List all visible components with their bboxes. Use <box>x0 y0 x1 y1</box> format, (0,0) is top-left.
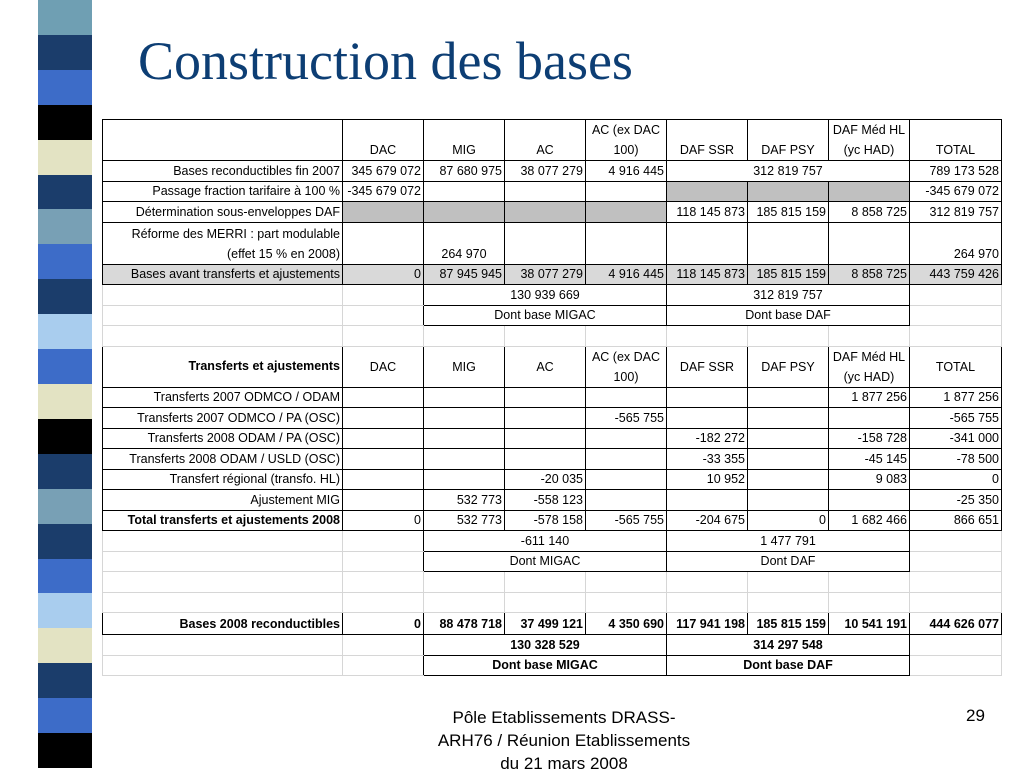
cell-empty <box>829 222 910 264</box>
cell-empty <box>103 305 343 326</box>
cell-ac-ex-dac: -565 755 <box>586 510 667 531</box>
header-cell: AC (ex DAC 100) <box>586 120 667 161</box>
row-label: Transferts 2007 ODMCO / ODAM <box>103 387 343 408</box>
subtotal-migac: 130 939 669 <box>424 285 667 306</box>
cell-ac: 38 077 279 <box>505 161 586 182</box>
cell-empty <box>586 222 667 264</box>
row-label: Bases 2008 reconductibles <box>103 613 343 635</box>
header-cell: Transferts et ajustements <box>103 346 343 387</box>
spacer-row <box>103 572 1002 593</box>
stripe-segment <box>38 175 92 210</box>
stripe-segment <box>38 140 92 175</box>
stripe-segment <box>38 663 92 698</box>
header-cell: DAF SSR <box>667 120 748 161</box>
header-cell: AC (ex DAC 100) <box>586 346 667 387</box>
cell-total: 0 <box>910 469 1002 490</box>
header-cell: DAC <box>343 120 424 161</box>
row-label: Transferts 2008 ODAM / PA (OSC) <box>103 428 343 449</box>
row-label: Bases reconductibles fin 2007 <box>103 161 343 182</box>
table-row <box>103 222 1002 264</box>
cell-total: 789 173 528 <box>910 161 1002 182</box>
row-label: Réforme des MERRI : part modulable (effet 15 % en 2008) <box>103 222 343 264</box>
table-header-row <box>103 120 1002 161</box>
subtotal-label: Dont DAF <box>667 551 910 572</box>
table-row <box>103 408 1002 429</box>
cell-empty <box>343 285 424 306</box>
stripe-segment <box>38 35 92 70</box>
cell-dac: 0 <box>343 613 424 635</box>
table-row <box>103 655 1002 676</box>
cell-mig: 532 773 <box>424 510 505 531</box>
stripe-segment <box>38 454 92 489</box>
stripe-segment <box>38 105 92 140</box>
cell-shaded <box>505 202 586 223</box>
header-cell: TOTAL <box>910 120 1002 161</box>
subtotal-migac: -611 140 <box>424 531 667 552</box>
cell-dac: 0 <box>343 264 424 285</box>
subtotal-daf: 314 297 548 <box>667 635 910 656</box>
cell-ac-ex-dac: 4 916 445 <box>586 161 667 182</box>
stripe-segment <box>38 314 92 349</box>
stripe-segment <box>38 489 92 524</box>
cell-daf-ssr: -182 272 <box>667 428 748 449</box>
row-label: Bases avant transferts et ajustements <box>103 264 343 285</box>
page-number: 29 <box>966 706 985 725</box>
cell-daf-psy: 0 <box>748 510 829 531</box>
cell-total: -341 000 <box>910 428 1002 449</box>
cell-ac: -558 123 <box>505 490 586 511</box>
cell-daf: 312 819 757 <box>667 161 910 182</box>
cell-shaded <box>748 181 829 202</box>
cell-daf-med: 8 858 725 <box>829 202 910 223</box>
cell-daf-psy: 185 815 159 <box>748 202 829 223</box>
cell-daf-med: -45 145 <box>829 449 910 470</box>
cell-empty <box>748 222 829 264</box>
slide-title: Construction des bases <box>138 31 633 91</box>
header-cell: DAF PSY <box>748 120 829 161</box>
header-cell: AC <box>505 346 586 387</box>
cell-empty <box>103 285 343 306</box>
cell-daf-med: 10 541 191 <box>829 613 910 635</box>
cell-shaded <box>586 202 667 223</box>
cell-ac: 37 499 121 <box>505 613 586 635</box>
stripe-segment <box>38 559 92 594</box>
stripe-segment <box>38 209 92 244</box>
cell-empty <box>667 222 748 264</box>
table-row <box>103 387 1002 408</box>
row-label: Total transferts et ajustements 2008 <box>103 510 343 531</box>
cell-shaded <box>343 202 424 223</box>
cell-ac: -20 035 <box>505 469 586 490</box>
table-row <box>103 469 1002 490</box>
header-cell: MIG <box>424 120 505 161</box>
table-row <box>103 264 1002 285</box>
header-cell: TOTAL <box>910 346 1002 387</box>
cell-total: 312 819 757 <box>910 202 1002 223</box>
table-row <box>103 490 1002 511</box>
stripe-segment <box>38 70 92 105</box>
cell-daf-med: 9 083 <box>829 469 910 490</box>
cell-mig: 532 773 <box>424 490 505 511</box>
cell-empty <box>343 305 424 326</box>
subtotal-label: Dont base MIGAC <box>424 655 667 676</box>
cell-mig: 264 970 <box>424 222 505 264</box>
table-row <box>103 635 1002 656</box>
header-cell: DAF Méd HL (yc HAD) <box>829 346 910 387</box>
row-label: Passage fraction tarifaire à 100 % <box>103 181 343 202</box>
cell-total: -345 679 072 <box>910 181 1002 202</box>
stripe-segment <box>38 384 92 419</box>
cell-ac-ex-dac: -565 755 <box>586 408 667 429</box>
table-row <box>103 305 1002 326</box>
cell-daf-psy: 185 815 159 <box>748 264 829 285</box>
cell-ac-ex-dac: 4 916 445 <box>586 264 667 285</box>
row-label: Ajustement MIG <box>103 490 343 511</box>
stripe-segment <box>38 419 92 454</box>
cell-mig: 87 945 945 <box>424 264 505 285</box>
spacer-row <box>103 592 1002 613</box>
stripe-segment <box>38 244 92 279</box>
cell-daf-ssr: -33 355 <box>667 449 748 470</box>
subtotal-migac: 130 328 529 <box>424 635 667 656</box>
table-row <box>103 510 1002 531</box>
cell-ac: -578 158 <box>505 510 586 531</box>
cell-daf-ssr: 118 145 873 <box>667 202 748 223</box>
row-label: Transferts 2008 ODAM / USLD (OSC) <box>103 449 343 470</box>
cell-empty <box>586 181 667 202</box>
spacer-row <box>103 326 1002 347</box>
cell-shaded <box>829 181 910 202</box>
table-row <box>103 613 1002 635</box>
header-cell: DAF PSY <box>748 346 829 387</box>
table-row <box>103 161 1002 182</box>
table-row <box>103 551 1002 572</box>
cell-total: 264 970 <box>910 222 1002 264</box>
cell-daf-med: 1 682 466 <box>829 510 910 531</box>
cell-daf-psy: 185 815 159 <box>748 613 829 635</box>
table-row <box>103 285 1002 306</box>
cell-total: -25 350 <box>910 490 1002 511</box>
cell-shaded <box>424 202 505 223</box>
cell-dac: -345 679 072 <box>343 181 424 202</box>
cell-empty <box>505 222 586 264</box>
stripe-segment <box>38 349 92 384</box>
header-cell: DAC <box>343 346 424 387</box>
header-cell: DAF SSR <box>667 346 748 387</box>
table-row <box>103 428 1002 449</box>
table-row <box>103 531 1002 552</box>
cell-total: 1 877 256 <box>910 387 1002 408</box>
cell-total: 866 651 <box>910 510 1002 531</box>
cell-total: -78 500 <box>910 449 1002 470</box>
cell-daf-ssr: 117 941 198 <box>667 613 748 635</box>
cell-total: 444 626 077 <box>910 613 1002 635</box>
stripe-segment <box>38 524 92 559</box>
cell-daf-ssr: 118 145 873 <box>667 264 748 285</box>
stripe-segment <box>38 733 92 768</box>
cell-daf-med: 8 858 725 <box>829 264 910 285</box>
cell-total: -565 755 <box>910 408 1002 429</box>
stripe-segment <box>38 593 92 628</box>
table-row <box>103 202 1002 223</box>
subtotal-label: Dont MIGAC <box>424 551 667 572</box>
cell-daf-med: -158 728 <box>829 428 910 449</box>
cell-mig: 87 680 975 <box>424 161 505 182</box>
stripe-segment <box>38 0 92 35</box>
cell-empty <box>910 285 1002 306</box>
header-cell: MIG <box>424 346 505 387</box>
subtotal-label: Dont base DAF <box>667 655 910 676</box>
cell-empty <box>505 181 586 202</box>
cell-daf-med: 1 877 256 <box>829 387 910 408</box>
cell-daf-ssr: 10 952 <box>667 469 748 490</box>
table-row <box>103 449 1002 470</box>
header-cell: AC <box>505 120 586 161</box>
cell-shaded <box>667 181 748 202</box>
subtotal-label: Dont base DAF <box>667 305 910 326</box>
cell-empty <box>424 181 505 202</box>
cell-total: 443 759 426 <box>910 264 1002 285</box>
cell-dac: 0 <box>343 510 424 531</box>
cell-ac: 38 077 279 <box>505 264 586 285</box>
table-header-row <box>103 346 1002 387</box>
cell-daf-ssr: -204 675 <box>667 510 748 531</box>
table-row <box>103 181 1002 202</box>
stripe-segment <box>38 628 92 663</box>
row-label: Détermination sous-enveloppes DAF <box>103 202 343 223</box>
header-cell <box>103 120 343 161</box>
cell-ac-ex-dac: 4 350 690 <box>586 613 667 635</box>
header-cell: DAF Méd HL (yc HAD) <box>829 120 910 161</box>
row-label: Transferts 2007 ODMCO / PA (OSC) <box>103 408 343 429</box>
cell-empty <box>343 222 424 264</box>
cell-mig: 88 478 718 <box>424 613 505 635</box>
cell-dac: 345 679 072 <box>343 161 424 182</box>
bases-table <box>102 119 1002 676</box>
subtotal-label: Dont base MIGAC <box>424 305 667 326</box>
subtotal-daf: 312 819 757 <box>667 285 910 306</box>
stripe-segment <box>38 698 92 733</box>
row-label: Transfert régional (transfo. HL) <box>103 469 343 490</box>
stripe-segment <box>38 279 92 314</box>
subtotal-daf: 1 477 791 <box>667 531 910 552</box>
decorative-stripe <box>38 0 92 768</box>
slide-footer: Pôle Etablissements DRASS- ARH76 / Réunion Etablissements du 21 mars 2008 <box>437 708 691 773</box>
cell-empty <box>910 305 1002 326</box>
